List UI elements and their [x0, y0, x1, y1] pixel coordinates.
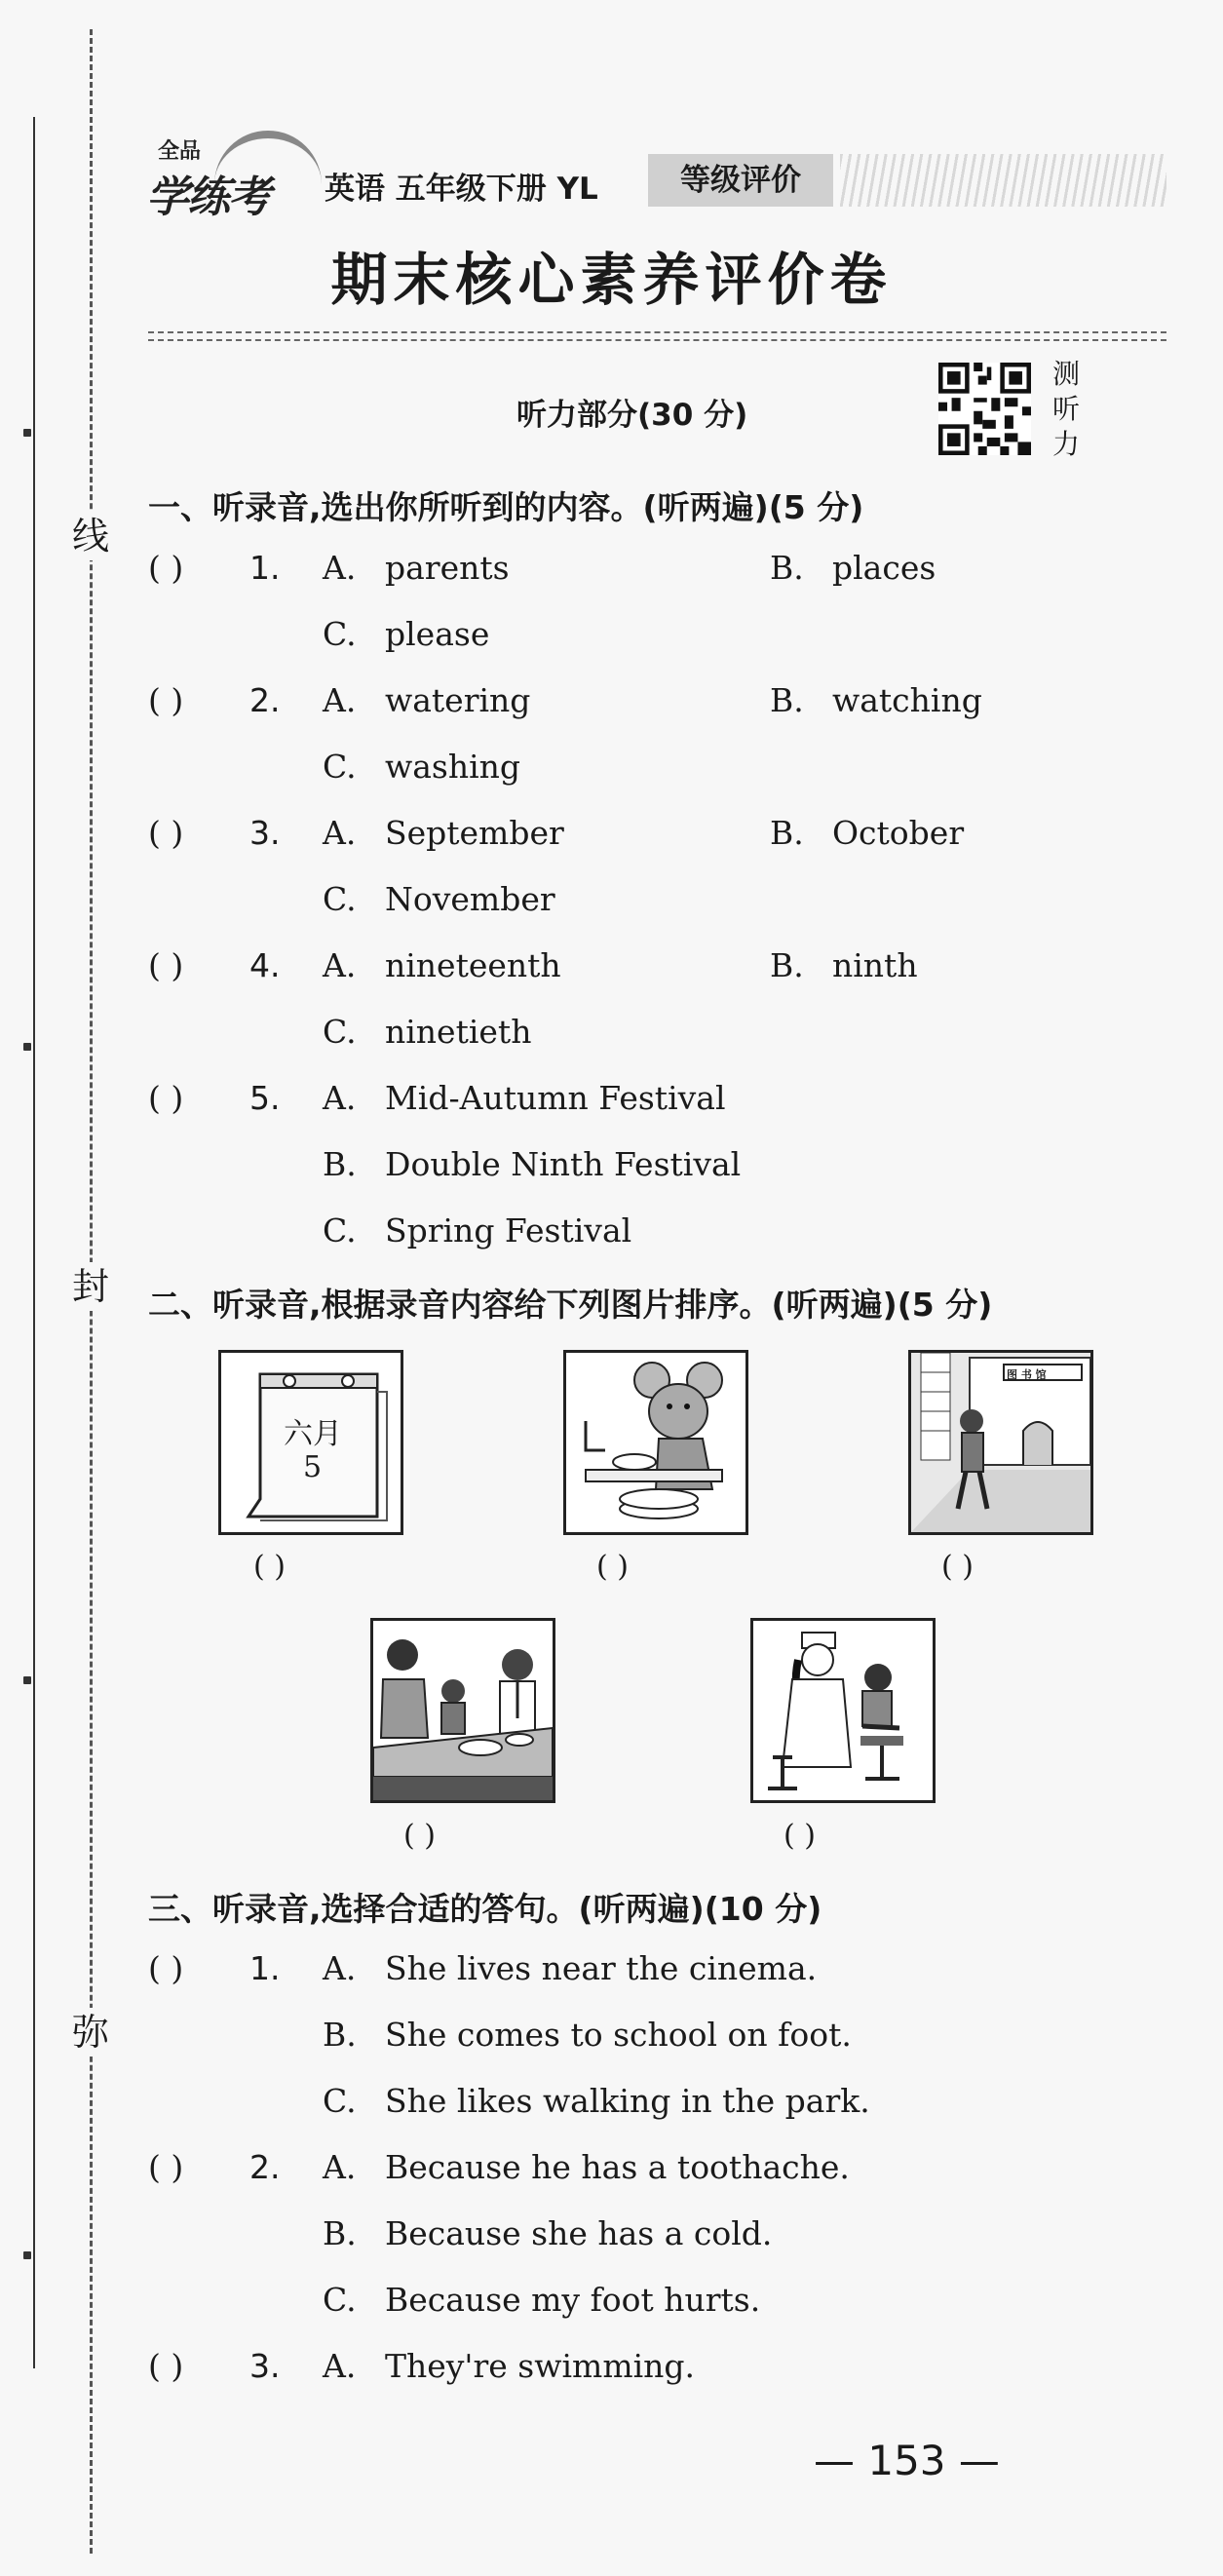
section3-title: 三、听录音,选择合适的答句。(听两遍)(10 分) [148, 1890, 822, 1928]
question-1-5: ( ) 5. A. Mid-Autumn Festival [148, 1079, 726, 1117]
calendar-day: 5 [303, 1450, 323, 1484]
option-b: B. watching [770, 681, 982, 719]
logo-small-text: 全品 [158, 139, 202, 164]
margin-char-mi: 弥 [72, 2008, 109, 2057]
picture-family-dumplings [370, 1618, 555, 1803]
answer-blank[interactable]: ( ) [148, 2347, 184, 2385]
picture-boy-library [908, 1350, 1093, 1535]
library-icon [911, 1353, 1090, 1532]
option-c: C. Spring Festival [323, 1211, 632, 1250]
answer-blank[interactable]: ( ) [148, 681, 184, 719]
page-number: — 153 — [814, 2437, 1000, 2484]
calendar-month: 六月 [284, 1417, 342, 1451]
subject-grade: 英语 五年级下册 YL [325, 172, 598, 207]
picture-answer-blank[interactable]: ( ) [253, 1550, 286, 1584]
option-b: B. She comes to school on foot. [323, 2016, 852, 2054]
option-a: September [385, 814, 564, 852]
doctor-visit-icon [753, 1621, 933, 1800]
question-3-3: ( ) 3. A. They're swimming. [148, 2347, 696, 2385]
option-c: C. Because my foot hurts. [323, 2281, 761, 2319]
margin-dot [23, 2251, 31, 2259]
answer-blank[interactable]: ( ) [148, 1949, 184, 1987]
question-3-2: ( ) 2. A. Because he has a toothache. [148, 2148, 850, 2186]
question-1-4: ( ) 4. A. nineteenth [148, 946, 561, 984]
title-rule [148, 339, 1166, 341]
grade-tag: 等级评价 [648, 154, 833, 207]
answer-blank[interactable]: ( ) [148, 814, 184, 852]
option-a: Mid-Autumn Festival [385, 1079, 726, 1117]
question-1-2: ( ) 2. A. watering [148, 681, 531, 719]
option-a: She lives near the cinema. [385, 1949, 818, 1987]
option-a: nineteenth [385, 946, 561, 984]
option-c: C. She likes walking in the park. [323, 2082, 870, 2120]
section2-title: 二、听录音,根据录音内容给下列图片排序。(听两遍)(5 分) [148, 1286, 993, 1324]
question-1-1: ( ) 1. A. parents [148, 549, 510, 587]
margin-dot [23, 1043, 31, 1051]
option-c: C. please [323, 615, 490, 653]
option-c: C. ninetieth [323, 1013, 532, 1051]
option-b: B. Double Ninth Festival [323, 1145, 742, 1183]
listening-part-title: 听力部分(30 分) [516, 398, 748, 433]
section1-title: 一、听录音,选出你所听到的内容。(听两遍)(5 分) [148, 488, 864, 526]
picture-answer-blank[interactable]: ( ) [941, 1550, 974, 1584]
margin-char-xian: 线 [72, 512, 109, 560]
header-stripes-decoration [840, 154, 1166, 207]
option-a: They're swimming. [385, 2347, 696, 2385]
picture-answer-blank[interactable]: ( ) [403, 1819, 436, 1853]
margin-dot [23, 1676, 31, 1684]
family-table-icon [373, 1621, 553, 1800]
option-b: B. ninth [770, 946, 918, 984]
answer-blank[interactable]: ( ) [148, 549, 184, 587]
option-a: Because he has a toothache. [385, 2148, 850, 2186]
option-c: C. washing [323, 748, 521, 786]
option-a: watering [385, 681, 531, 719]
option-a: parents [385, 549, 510, 587]
answer-blank[interactable]: ( ) [148, 946, 184, 984]
picture-answer-blank[interactable]: ( ) [596, 1550, 629, 1584]
option-b: B. Because she has a cold. [323, 2214, 773, 2252]
title-rule [148, 331, 1166, 333]
option-b: B. October [770, 814, 965, 852]
question-3-1: ( ) 1. A. She lives near the cinema. [148, 1949, 818, 1987]
brand-logo [146, 129, 317, 226]
qr-code-icon[interactable] [938, 363, 1031, 455]
answer-blank[interactable]: ( ) [148, 1079, 184, 1117]
library-sign: 图 书 馆 [1007, 1368, 1047, 1381]
answer-blank[interactable]: ( ) [148, 2148, 184, 2186]
margin-char-feng: 封 [72, 1262, 109, 1311]
picture-mouse-washing-dishes [563, 1350, 748, 1535]
margin-dot [23, 429, 31, 437]
picture-doctor-child [750, 1618, 936, 1803]
logo-main-text: 学练考 [146, 173, 269, 222]
mouse-washing-icon [566, 1353, 745, 1532]
exam-title: 期末核心素养评价卷 [330, 247, 893, 313]
qr-label: 测 听 力 [1052, 358, 1081, 460]
picture-answer-blank[interactable]: ( ) [783, 1819, 816, 1853]
question-1-3: ( ) 3. A. September [148, 814, 564, 852]
option-c: C. November [323, 880, 555, 918]
binding-margin-line [33, 117, 35, 2368]
picture-calendar [218, 1350, 403, 1535]
option-b: B. places [770, 549, 936, 587]
